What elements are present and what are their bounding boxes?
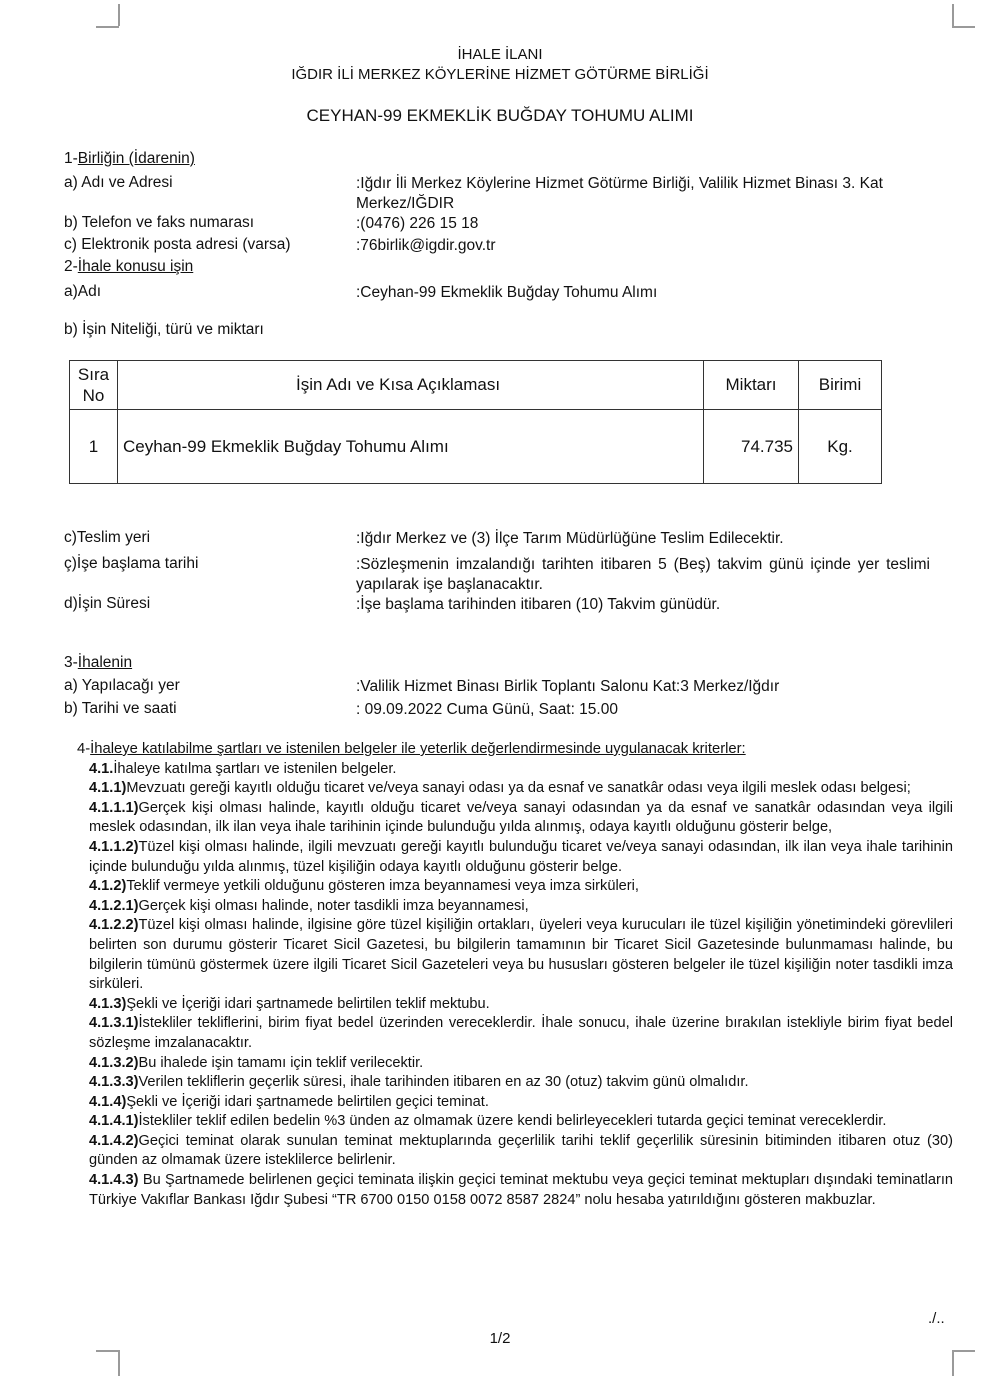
crop-mark — [96, 1350, 119, 1352]
field-value: :Valilik Hizmet Binası Birlik Toplantı Salonu Kat:3 Merkez/Iğdır — [356, 678, 780, 695]
field-value: :Iğdır İli Merkez Köylerine Hizmet Götürme Birliği, Valilik Hizmet Binası 3. Kat Merkez/IĞDIR — [356, 175, 883, 212]
clause-number: 4.1.4) — [89, 1093, 127, 1110]
continued-marker: ./.. — [928, 1310, 945, 1327]
crop-mark — [96, 26, 119, 28]
section-title: İhaleye katılabilme şartları ve istenilen belgeler ile yeterlik değerlendirmesinde uygulanacak kriterler: — [90, 741, 746, 757]
section-number: 2- — [64, 258, 78, 275]
clause-text: Bu ihalede işin tamamı için teklif verilecektir. — [138, 1054, 424, 1071]
section-number: 3- — [64, 654, 78, 671]
clause-number: 4.1.2) — [89, 878, 127, 895]
cell-description: Ceyhan-99 Ekmeklik Buğday Tohumu Alımı — [118, 410, 704, 484]
section-number: 4- — [77, 741, 91, 757]
field-value: :Iğdır Merkez ve (3) İlçe Tarım Müdürlüğüne Teslim Edilecektir. — [356, 530, 784, 547]
clause-number: 4.1.3.3) — [89, 1074, 139, 1091]
clause — [89, 1054, 953, 1074]
clause — [89, 1112, 953, 1132]
clause-text: Bu Şartnamede belirlenen geçici teminata ilişkin geçici teminat mektubu veya geçici teminat mektupları dışındaki teminatların Türkiye Vakıflar Bankası Iğdır Şubesi “TR 6700 0150 0158 0072 8587 2824” nolu hesaba yatırıldığını gösteren makbuzlar. — [89, 1172, 953, 1208]
organization-name: IĞDIR İLİ MERKEZ KÖYLERİNE HİZMET GÖTÜRME BİRLİĞİ — [291, 66, 709, 83]
field-label: a)Adı — [64, 283, 102, 300]
col-header-no: Sıra No — [70, 361, 118, 410]
clause-number: 4.1.2.2) — [89, 917, 139, 934]
clause-text: Şekli ve İçeriği idari şartnamede belirtilen teklif mektubu. — [126, 995, 490, 1012]
crop-mark — [952, 4, 954, 26]
clause-text: Tüzel kişi olması halinde, ilgili mevzuatı gereği kayıtlı bulunduğu ticaret ve/veya sanayi odasından, ilk ilan veya ihale tarihinin içinde bulunduğu yılda alınmış, tüzel kişiliğin odaya kayıtlı olduğunu gösterir belge. — [89, 838, 953, 875]
clause — [89, 897, 953, 917]
field-value: : 09.09.2022 Cuma Günü, Saat: 15.00 — [356, 701, 618, 718]
announcement-title: İHALE İLANI — [457, 46, 543, 63]
field-value: :Sözleşmenin imzalandığı tarihten itibaren 5 (Beş) takvim günü içinde yer teslimi yapılarak işe başlanacaktır. — [356, 556, 930, 593]
crop-mark — [118, 4, 120, 26]
section-4-heading — [77, 740, 953, 760]
crop-mark — [952, 1350, 954, 1376]
clause-text: Verilen tekliflerin geçerlik süresi, ihale tarihinden itibaren en az 30 (otuz) takvim günü olmalıdır. — [138, 1074, 749, 1091]
clause — [89, 916, 953, 994]
clause-number: 4.1.4.2) — [89, 1132, 139, 1149]
cell-quantity: 74.735 — [704, 410, 799, 484]
clause-text: Teklif vermeye yetkili olduğunu gösteren imza beyannamesi veya imza sirküleri, — [126, 878, 639, 895]
clause-number: 4.1.1.2) — [89, 838, 139, 855]
crop-mark — [952, 26, 975, 28]
page-number: 1/2 — [489, 1330, 511, 1347]
section-title: İhale konusu işin — [77, 258, 194, 275]
section-3-heading — [64, 654, 944, 672]
col-header-unit: Birimi — [799, 361, 882, 410]
clause-number: 4.1.2.1) — [89, 897, 139, 914]
clause-text: İhaleye katılma şartları ve istenilen belgeler. — [113, 760, 397, 777]
field-label: b) Telefon ve faks numarası — [64, 214, 255, 231]
field-value: :(0476) 226 15 18 — [356, 215, 479, 232]
clause-number: 4.1.1) — [89, 780, 127, 797]
clause-text: Geçici teminat olarak sunulan teminat mektuplarında geçerlilik tarihi teklif geçerlilik süresinin bitiminden itibaren otuz (30) günden az olmamak üzere isteklilerce belirlenir. — [89, 1132, 953, 1169]
clause — [89, 1014, 953, 1053]
clause-number: 4.1.3) — [89, 995, 127, 1012]
clause-text: Gerçek kişi olması halinde, kayıtlı olduğu ticaret ve/veya sanayi odasından ya da esnaf ve sanatkâr odasından veya ilgili meslek odasından, ilk ilan veya ihale tarihinin içinde bulunduğu yılda alınmış, odaya kayıtlı olduğunu gösterir belge, — [89, 799, 953, 836]
field-label: b) İşin Niteliği, türü ve miktarı — [64, 321, 264, 338]
clause-number: 4.1.3.1) — [89, 1015, 139, 1032]
field-value: :76birlik@igdir.gov.tr — [356, 237, 496, 254]
clause — [89, 995, 953, 1015]
clause-number: 4.1.4.1) — [89, 1113, 139, 1130]
clause — [89, 877, 953, 897]
field-label: c)Teslim yeri — [64, 529, 151, 546]
table-header-row — [70, 361, 882, 410]
items-table — [69, 360, 882, 484]
clause-number: 4.1.4.3) — [89, 1172, 139, 1189]
clause-text: Mevzuatı gereği kayıtlı olduğu ticaret ve/veya sanayi odası ya da esnaf ve sanatkâr odası veya ilgili meslek odası belgesi; — [126, 780, 911, 797]
clause-number: 4.1.1.1) — [89, 799, 139, 816]
table-row — [70, 410, 882, 484]
clause-number: 4.1. — [89, 760, 114, 777]
field-label: a) Yapılacağı yer — [64, 677, 180, 694]
section-1-heading — [64, 150, 944, 168]
col-header-quantity: Miktarı — [704, 361, 799, 410]
field-label: d)İşin Süresi — [64, 595, 151, 612]
clause — [89, 779, 953, 799]
section-title: İhalenin — [77, 654, 133, 671]
document-title: CEYHAN-99 EKMEKLİK BUĞDAY TOHUMU ALIMI — [306, 106, 694, 125]
crop-mark — [952, 1350, 975, 1352]
section-2-heading — [64, 258, 944, 276]
field-label: b) Tarihi ve saati — [64, 700, 177, 717]
clause — [89, 1132, 953, 1171]
clause — [89, 760, 953, 780]
clause-text: İstekliler tekliflerini, birim fiyat bedel üzerinden vereceklerdir. İhale sonucu, ihale üzerine bırakılan istekliyle birim fiyat bedel sözleşme imzalanacaktır. — [89, 1015, 953, 1051]
clause-text: Gerçek kişi olması halinde, noter tasdikli imza beyannamesi, — [138, 897, 529, 914]
field-label: c) Elektronik posta adresi (varsa) — [64, 236, 291, 253]
field-value: :Ceyhan-99 Ekmeklik Buğday Tohumu Alımı — [356, 284, 658, 301]
clause-text: Tüzel kişi olması halinde, ilgisine göre tüzel kişiliğin ortakları, üyeleri veya kurucuları ile tüzel kişiliğin yönetimindeki görevlileri belirten son durumu gösterir Ticaret Sicil Gazetesi, bu bilgilerin tamamının bir Ticaret Sicil Gazetesinde bulunmaması halinde, bu bilgilerin tümünü göstermek üzere ilgili Ticaret Sicil Gazeteleri veya bu hususları gösteren belgeler ile tüzel kişiliğin noter tasdikli imza sirküleri. — [89, 917, 953, 993]
cell-no: 1 — [70, 410, 118, 484]
section-4 — [77, 740, 953, 1210]
cell-unit: Kg. — [799, 410, 882, 484]
clause — [89, 799, 953, 838]
section-number: 1- — [64, 150, 78, 167]
clause — [89, 838, 953, 877]
clause — [89, 1171, 953, 1210]
clause-number: 4.1.3.2) — [89, 1054, 139, 1071]
clause — [89, 1093, 953, 1113]
clause-text: İstekliler teklif edilen bedelin %3 ünden az olmamak üzere kendi belirleyecekleri tutarda geçici teminat vereceklerdir. — [138, 1113, 887, 1130]
section-title: Birliğin (İdarenin) — [77, 150, 195, 167]
field-label: a) Adı ve Adresi — [64, 174, 173, 191]
field-label: ç)İşe başlama tarihi — [64, 555, 199, 572]
crop-mark — [118, 1350, 120, 1376]
clause-text: Şekli ve İçeriği idari şartnamede belirtilen geçici teminat. — [126, 1093, 489, 1110]
clause — [89, 1073, 953, 1093]
field-value: :İşe başlama tarihinden itibaren (10) Takvim günüdür. — [356, 596, 721, 613]
col-header-description: İşin Adı ve Kısa Açıklaması — [118, 361, 704, 410]
